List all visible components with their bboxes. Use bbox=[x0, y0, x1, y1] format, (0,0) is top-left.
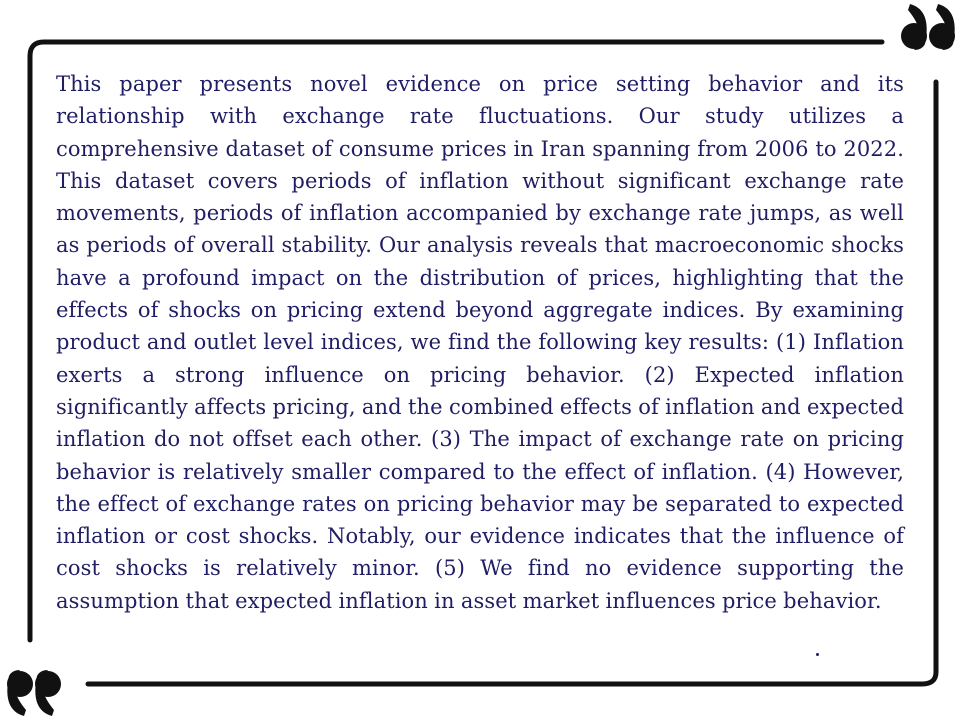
stray-dot bbox=[816, 653, 819, 656]
opening-quote-icon bbox=[7, 670, 61, 716]
abstract-paragraph: This paper presents novel evidence on price setting behavior and its relationship with exchange rate fluctuations. Our study utilizes a comprehensive dataset of consume prices in Iran spanning from 2006 to 2022. This dataset covers periods of inflation without significant exchange rate movements, periods of inflation accompanied by exchange rate jumps, as well as periods of overall stability. Our analysis reveals that macroeconomic shocks have a profound impact on the distribution of prices, highlighting that the effects of shocks on pricing extend beyond aggregate indices. By examining product and outlet level indices, we find the following key results: (1) Inflation exerts a strong influence on pricing behavior. (2) Expected inflation significantly affects pricing, and the combined effects of inflation and expected inflation do not offset each other. (3) The impact of exchange rate on pricing behavior is relatively smaller compared to the effect of inflation. (4) However, the effect of exchange rates on pricing behavior may be separated to expected inflation or cost shocks. Notably, our evidence indicates that the influence of cost shocks is relatively minor. (5) We find no evidence supporting the assumption that expected inflation in asset market influences price behavior. bbox=[56, 72, 904, 613]
closing-quote-icon bbox=[901, 4, 955, 50]
